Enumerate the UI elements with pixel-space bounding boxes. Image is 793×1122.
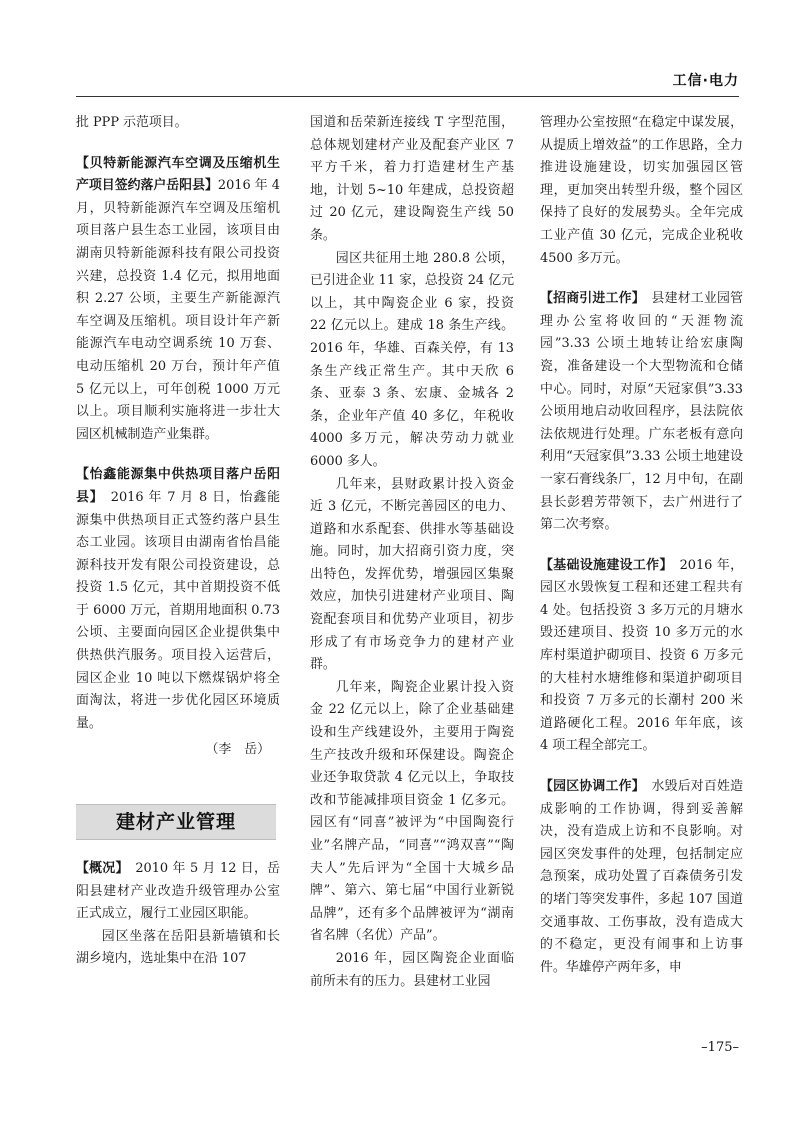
article-investment xyxy=(540,288,743,537)
article-beite xyxy=(76,153,280,447)
paragraph: 园区共征用土地 280.8 公顷，已引进企业 11 家，总投资 24 亿元以上，其中陶瓷企业 6 家，投资 22 亿元以上。建成 18 条生产线。2016 年，华雄、百森关停，有 13 条生产线正常生产。其中天欣 6 条、亚泰 3 条、宏康、金城各 2 条，企业年产值 40 多亿，年税收 4000 多万元，解决劳动力就业 6000 多人。 xyxy=(310,250,514,469)
author-credit: （李 岳） xyxy=(205,742,270,758)
article-body-beite: 2016 年 4 月，贝特新能源汽车空调及压缩机项目落户县生态工业园，该项目由湖南贝特新能源科技有限公司投资兴建，总投资 1.4 亿元，拟用地面积 2.27 公顷，主要生产新能源汽车空调及压缩机。项目设计年产新能源汽车电动空调系统 10 万套、电动压缩机 20 万台，预计年产值 5 亿元以上，可年创税 1000 万元以上。项目顺利实施将进一步壮大园区机械制造产业集群。 xyxy=(76,178,281,442)
column-1 xyxy=(76,112,280,971)
article-body-yixin: 2016 年 7 月 8 日，怡鑫能源集中供热项目正式签约落户县生态工业园。该项目由湖南省怡昌能源科技开发有限公司投资建设，总投资 1.5 亿元，其中首期投资不低于 6000 万元，首期用地面积 0.73 公顷、主要面向园区企业提供集中供热供汽服务。项目投入运营后，园区企业 10 吨以下燃煤锅炉将全面淘汰，将进一步优化园区环境质量。 xyxy=(76,489,281,731)
paragraph: 管理办公室按照“在稳定中谋发展，从提质上增效益”的工作思路，全力推进设施建设，切实加强园区管理，更加突出转型升级，整个园区保持了良好的发展势头。全年完成工业产值 30 亿元，完成企业税收 4500 多万元。 xyxy=(540,115,743,266)
running-header-title: 工信·电力 xyxy=(672,73,739,89)
column-2 xyxy=(310,112,514,993)
article-heading-investment: 【招商引进工作】 xyxy=(540,291,639,307)
article-body-overview: 2010 年 5 月 12 日，岳阳县建材产业改造升级管理办公室正式成立，履行工业园区职能。 xyxy=(76,861,280,922)
article-body-coordination: 水毁后对百姓造成影响的工作协调，得到妥善解决，没有造成上访和不良影响。对园区突发事件的处理，包括制定应急预案，成功处置了百森债务引发的堵门等突发事件，多起 107 国道交通事故、工伤事故，没有造成大的不稳定，更没有闹事和上访事件。华雄停产两年多，申 xyxy=(540,779,743,975)
article-heading-yixin: 【怡鑫能源集中供热项目落户岳阳县】 xyxy=(76,467,280,505)
article-heading-infrastructure: 【基础设施建设工作】 xyxy=(540,557,667,573)
article-coordination xyxy=(540,776,743,979)
overview-paragraph-2: 园区坐落在岳阳县新墙镇和长湖乡境内，选址集中在沿 107 xyxy=(76,928,280,967)
article-body-infrastructure: 2016 年，园区水毁恢复工程和还建工程共有 4 处。包括投资 3 多万元的月塘水毁还建项目、投资 10 多万元的水库村渠道护砌项目、投资 6 万多元的大桂村水塘维修和渠道护砌项目和投资 7 万多元的长潮村 200 米道路硬化工程。2016 年年底，该 4 项工程全部完工。 xyxy=(540,557,744,754)
paragraph: 几年来，陶瓷企业累计投入资金 22 亿元以上，除了企业基础建设和生产线建设外，主要用于陶瓷生产技改升级和环保建设。陶瓷企业还争取贷款 4 亿元以上，争取技改和节能减排项目资金 1 亿多元。园区有“同喜”被评为“中国陶瓷行业”名牌产品，“同喜”“鸿双喜”“陶夫人”先后评为“全国十大城乡品牌”、第六、第七届“中国行业新锐品牌”，还有多个品牌被评为“湖南省名牌（名优）产品”。 xyxy=(310,679,514,944)
article-heading-beite: 【贝特新能源汽车空调及压缩机生产项目签约落户岳阳县】 xyxy=(76,155,280,194)
paragraph: 几年来，县财政累计投入资金近 3 亿元，不断完善园区的电力、道路和水系配套、供排水等基础设施。同时，加大招商引资力度，突出特色，发挥优势，增强园区集聚效应，加快引进建材产业项目、陶瓷配套项目和优势产业项目，初步形成了有市场竞争力的建材产业群。 xyxy=(310,476,514,673)
page-number: –175– xyxy=(701,1040,739,1055)
article-overview xyxy=(76,858,280,926)
paragraph: 国道和岳荣新连接线 T 字型范围，总体规划建材产业及配套产业区 7 平方千米，着力打造建材生产基地，计划 5~10 年建成，总投资超过 20 亿元，建设陶瓷生产线 50 条。 xyxy=(310,115,514,243)
article-body-investment: 县建材工业园管理办公室将收回的“天涯物流园”3.33 公顷土地转让给宏康陶瓷，准备建设一个大型物流和仓储中心。同时，对原“天冠家俱”3.33 公顷用地启动收回程序，县法院依法依规进行处理。广东老板有意向利用“天冠家俱”3.33 公顷土地建设一家石膏线条厂，12 月中旬，在副县长彭碧芳带领下，去广州进行了第二次考察。 xyxy=(540,291,743,533)
section-banner: 建材产业管理 xyxy=(76,804,276,840)
header-rule xyxy=(76,96,739,97)
paragraph: 2016 年，园区陶瓷企业面临前所未有的压力。县建材工业园 xyxy=(310,950,514,989)
column-3 xyxy=(540,112,743,979)
article-infrastructure xyxy=(540,555,743,758)
article-heading-coordination: 【园区协调工作】 xyxy=(540,779,639,795)
intro-paragraph: 批 PPP 示范项目。 xyxy=(76,115,188,130)
article-yixin xyxy=(76,464,280,735)
article-heading-overview: 【概况】 xyxy=(76,861,123,877)
